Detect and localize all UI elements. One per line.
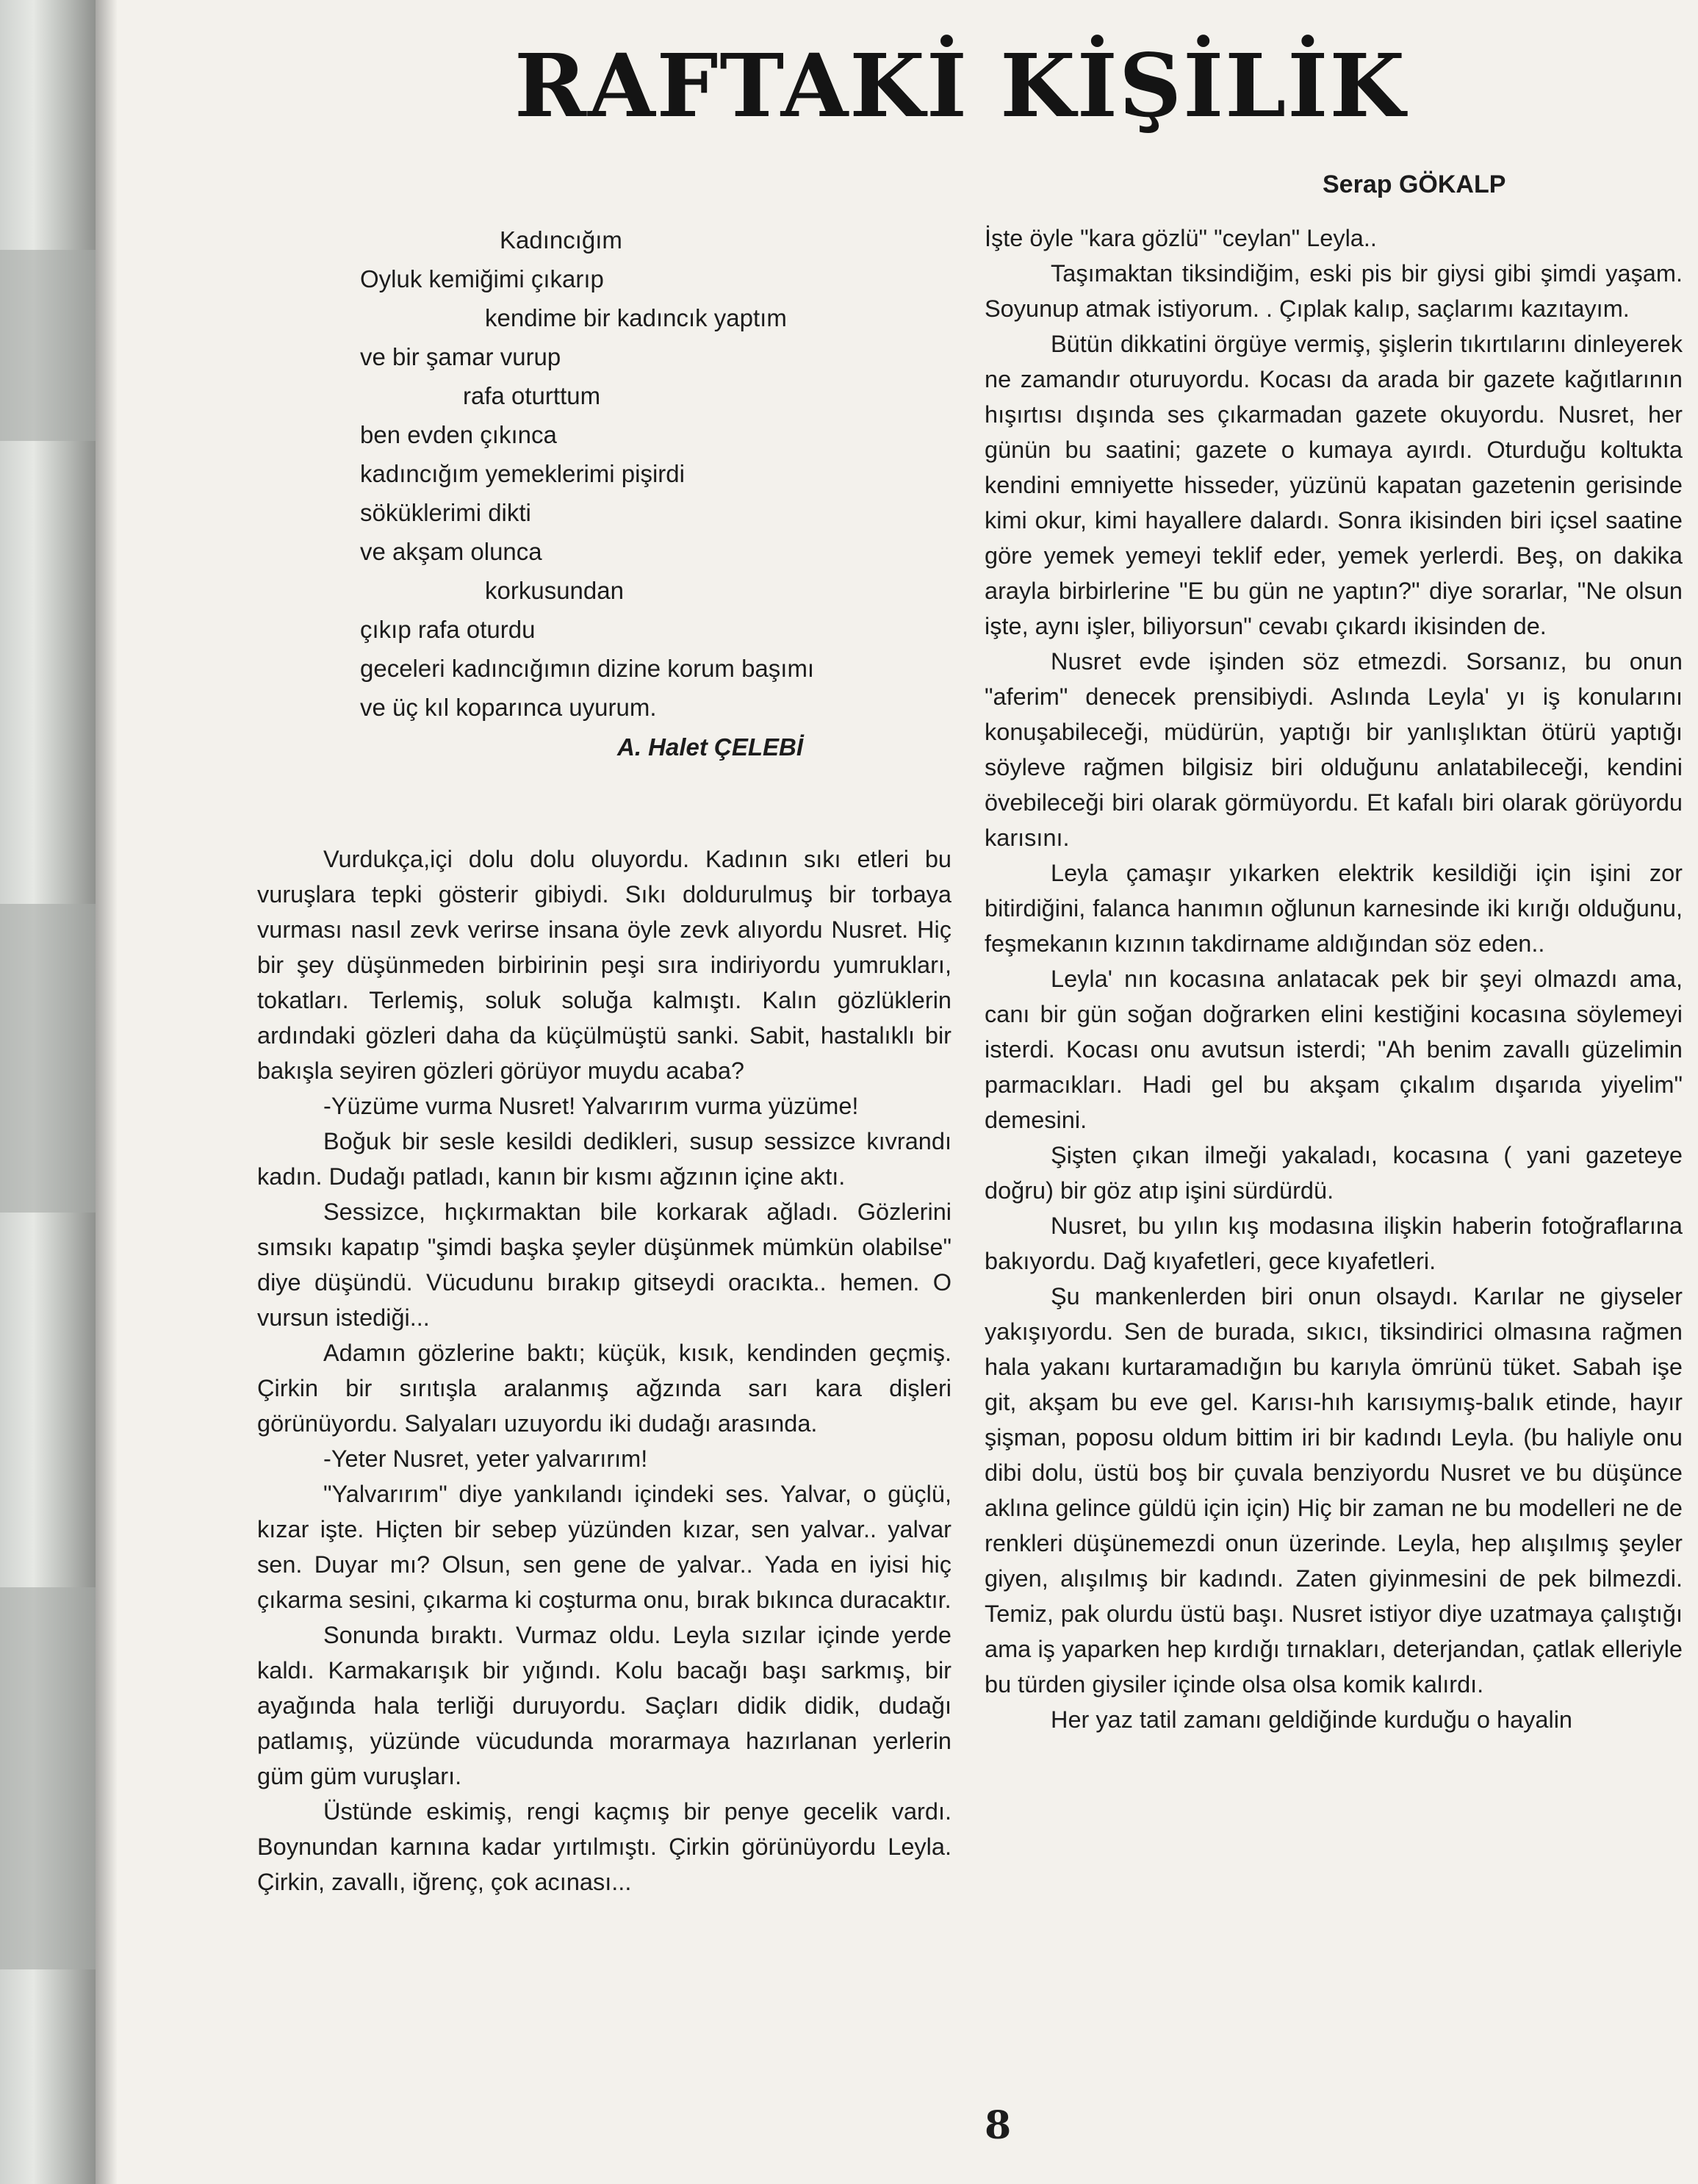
paragraph: "Yalvarırım" diye yankılandı içindeki ses. Yalvar, o güçlü, kızar işte. Hiçten bir sebep yüzünden kızar, sen yalvar.. yalvar sen. Duyar mı? Olsun, sen gene de yalvar.. Yada en iyisi hiç çıkarma sesini, çıkarma ki coşturma onu, bırak bıkınca duracaktır. <box>257 1481 951 1613</box>
poem-line: Kadıncığım <box>500 226 622 254</box>
poem-line: söküklerimi dikti <box>360 499 531 526</box>
poem-line: ben evden çıkınca <box>360 421 557 448</box>
poem-line: geceleri kadıncığımın dizine korum başımı <box>360 655 815 682</box>
poem-line: ve bir şamar vurup <box>360 343 561 370</box>
poem-line: kendime bir kadıncık yaptım <box>485 304 787 331</box>
page-number: 8 <box>985 2103 1012 2148</box>
paragraph: Vurdukça,içi dolu dolu oluyordu. Kadının sıkı etleri bu vuruşlara tepki gösterir gibiydi. Sıkı doldurulmuş bir torbaya vurması nasıl zevk verirse insana öyle zevk alıyordu Nusret. Hiç bir şey düşünmeden birbirinin peşi sıra indiriyordu yumrukları, tokatları. Terlemiş, soluk soluğa kalmıştı. Kalın gözlüklerin ardındaki gözleri daha da küçülmüştü sanki. Sabit, hastalıklı bir bakışla seyiren gözleri görüyor muydu acaba? <box>257 846 951 1084</box>
paragraph: Leyla çamaşır yıkarken elektrik kesildiği için işini zor bitirdiğini, falanca hanımın oğlunun karnesinde iki kırığı olduğunu, feşmekanın kızının takdirname aldığından söz eden.. <box>985 860 1683 957</box>
paragraph: İşte öyle "kara gözlü" "ceylan" Leyla.. <box>985 225 1377 251</box>
poem-line: rafa oturttum <box>463 382 601 409</box>
paragraph: Şişten çıkan ilmeği yakaladı, kocasına ( yani gazeteye doğru) bir göz atıp işini sürdürdü. <box>985 1142 1683 1204</box>
paragraph: Üstünde eskimiş, rengi kaçmış bir penye gecelik vardı. Boynundan karnına kadar yırtılmıştı. Çirkin görünüyordu Leyla. Çirkin, zavallı, iğrenç, çok acınası... <box>257 1798 951 1895</box>
epigraph-poem <box>360 220 977 727</box>
paragraph: Bütün dikkatini örgüye vermiş, şişlerin tıkırtılarını dinleyerek ne zamandır oturuyordu. Kocası da arada bir gazete kağıtlarının hışırtısı dışında ses çıkarmadan gazete okuyordu. Nusret, her günün bu saatini; gazete o kumaya ayırdı. Oturduğu koltukta kendini emniyette hisseder, yüzünü kapatan gazetenin gerisinde kimi okur, kimi hayallere dalardı. Sonra ikisinden biri içsel saatine göre yemek yemeyi teklif eder, yemek yerlerdi. Beş, on dakika arayla birbirlerine "E bu gün ne yaptın?" diye sorarlar, "Ne olsun işte, aynı işler, biliyorsun" cevabı çıkardı ikisinden de. <box>985 331 1683 639</box>
right-text-column <box>985 220 1683 1737</box>
paragraph: Sonunda bıraktı. Vurmaz oldu. Leyla sızılar içinde yerde kaldı. Karmakarışık bir yığındı. Kolu bacağı başı sarkmış, bir ayağında hala terliği duruyordu. Saçları didik didik, dudağı patlamış, yüzünde vücudunda morarmaya hazırlanan yerlerin güm güm vuruşları. <box>257 1622 951 1789</box>
paragraph: -Yeter Nusret, yeter yalvarırım! <box>323 1445 648 1472</box>
poem-line: Oyluk kemiğimi çıkarıp <box>360 265 604 292</box>
article-title: RAFTAKİ KİŞİLİK <box>514 35 1407 137</box>
poem-line: kadıncığım yemeklerimi pişirdi <box>360 460 685 487</box>
paragraph: Adamın gözlerine baktı; küçük, kısık, kendinden geçmiş. Çirkin bir sırıtışla aralanmış ağzında sarı kara dişleri görünüyordu. Salyaları uzuyordu iki dudağı arasında. <box>257 1340 951 1437</box>
poem-attribution: A. Halet ÇELEBİ <box>617 733 804 761</box>
paragraph: Nusret evde işinden söz etmezdi. Sorsanız, bu onun "aferim" denecek prensibiydi. Aslında Leyla' yı iş konularını konuşabileceği, müdürün, yaptığı bir yanlışlıktan ötürü yaptığı söyleve rağmen bilgisiz biri olduğunu anlatabileceği, kendini övebileceği biri olarak görmüyordu. Et kafalı biri olarak görüyordu karısını. <box>985 648 1683 851</box>
paragraph: Taşımaktan tiksindiğim, eski pis bir giysi gibi şimdi yaşam. Soyunup atmak istiyorum. . Çıplak kalıp, saçlarımı kazıtayım. <box>985 260 1683 322</box>
poem-line: ve akşam olunca <box>360 538 542 565</box>
adjacent-page-strip <box>0 0 96 2184</box>
article-author: Serap GÖKALP <box>1323 170 1506 198</box>
paragraph: Nusret, bu yılın kış modasına ilişkin haberin fotoğraflarına bakıyordu. Dağ kıyafetleri, gece kıyafetleri. <box>985 1213 1683 1274</box>
paragraph: Şu mankenlerden biri onun olsaydı. Karılar ne giyseler yakışıyordu. Sen de burada, sıkıcı, tiksindirici olmasına rağmen hala yakanı kurtaramadığın bu karıyla ömrünü tüket. Sabah işe git, akşam bu eve gel. Karısı-hıh karısıymış-balık etinde, hayır şişman, poposu oldum bittim iri bir kadındı Leyla. (bu haliyle onu dibi dolu, üstü boş bir çuvala benziyordu Nusret ve bu düşünce aklına gelince güldü için için) Hiç bir zaman ne bu modelleri ne de renkleri düşünemezdi onun üzerinde. Leyla, hep alışılmış şeyler giyen, alışılmış bir kadındı. Zaten giyinmesini de pek bilmezdi. Temiz, pak olurdu üstü başı. Nusret istiyor diye uzatmaya çalıştığı ama iş yaparken hep kırdığı tırnakları, deterjandan, çatlak elleriyle bu türden giysiler içinde olsa olsa komik kalırdı. <box>985 1283 1683 1698</box>
paragraph: Boğuk bir sesle kesildi dedikleri, susup sessizce kıvrandı kadın. Dudağı patladı, kanın bir kısmı ağzının içine aktı. <box>257 1128 951 1190</box>
paragraph: Sessizce, hıçkırmaktan bile korkarak ağladı. Gözlerini sımsıkı kapatıp "şimdi başka şeyler düşünmek mümkün olabilse" diye düşündü. Vücudunu bırakıp gitseydi oracıkta.. hemen. O vursun istediği... <box>257 1199 951 1331</box>
poem-line: ve üç kıl koparınca uyurum. <box>360 694 657 721</box>
page-gutter-shadow <box>96 0 118 2184</box>
paragraph: -Yüzüme vurma Nusret! Yalvarırım vurma yüzüme! <box>323 1093 859 1119</box>
poem-line: çıkıp rafa oturdu <box>360 616 536 643</box>
left-text-column <box>257 841 951 1900</box>
paragraph: Her yaz tatil zamanı geldiğinde kurduğu o hayalin <box>1051 1706 1573 1733</box>
poem-line: korkusundan <box>485 577 624 604</box>
paragraph: Leyla' nın kocasına anlatacak pek bir şeyi olmazdı ama, canı bir gün soğan doğrarken elini kestiğini kocasına söylemeyi isterdi. Kocası onu avutsun isterdi; "Ah benim zavallı güzelimin parmacıkları. Hadi gel bu akşam çıkalım dışarıda yiyelim" demesini. <box>985 966 1683 1133</box>
